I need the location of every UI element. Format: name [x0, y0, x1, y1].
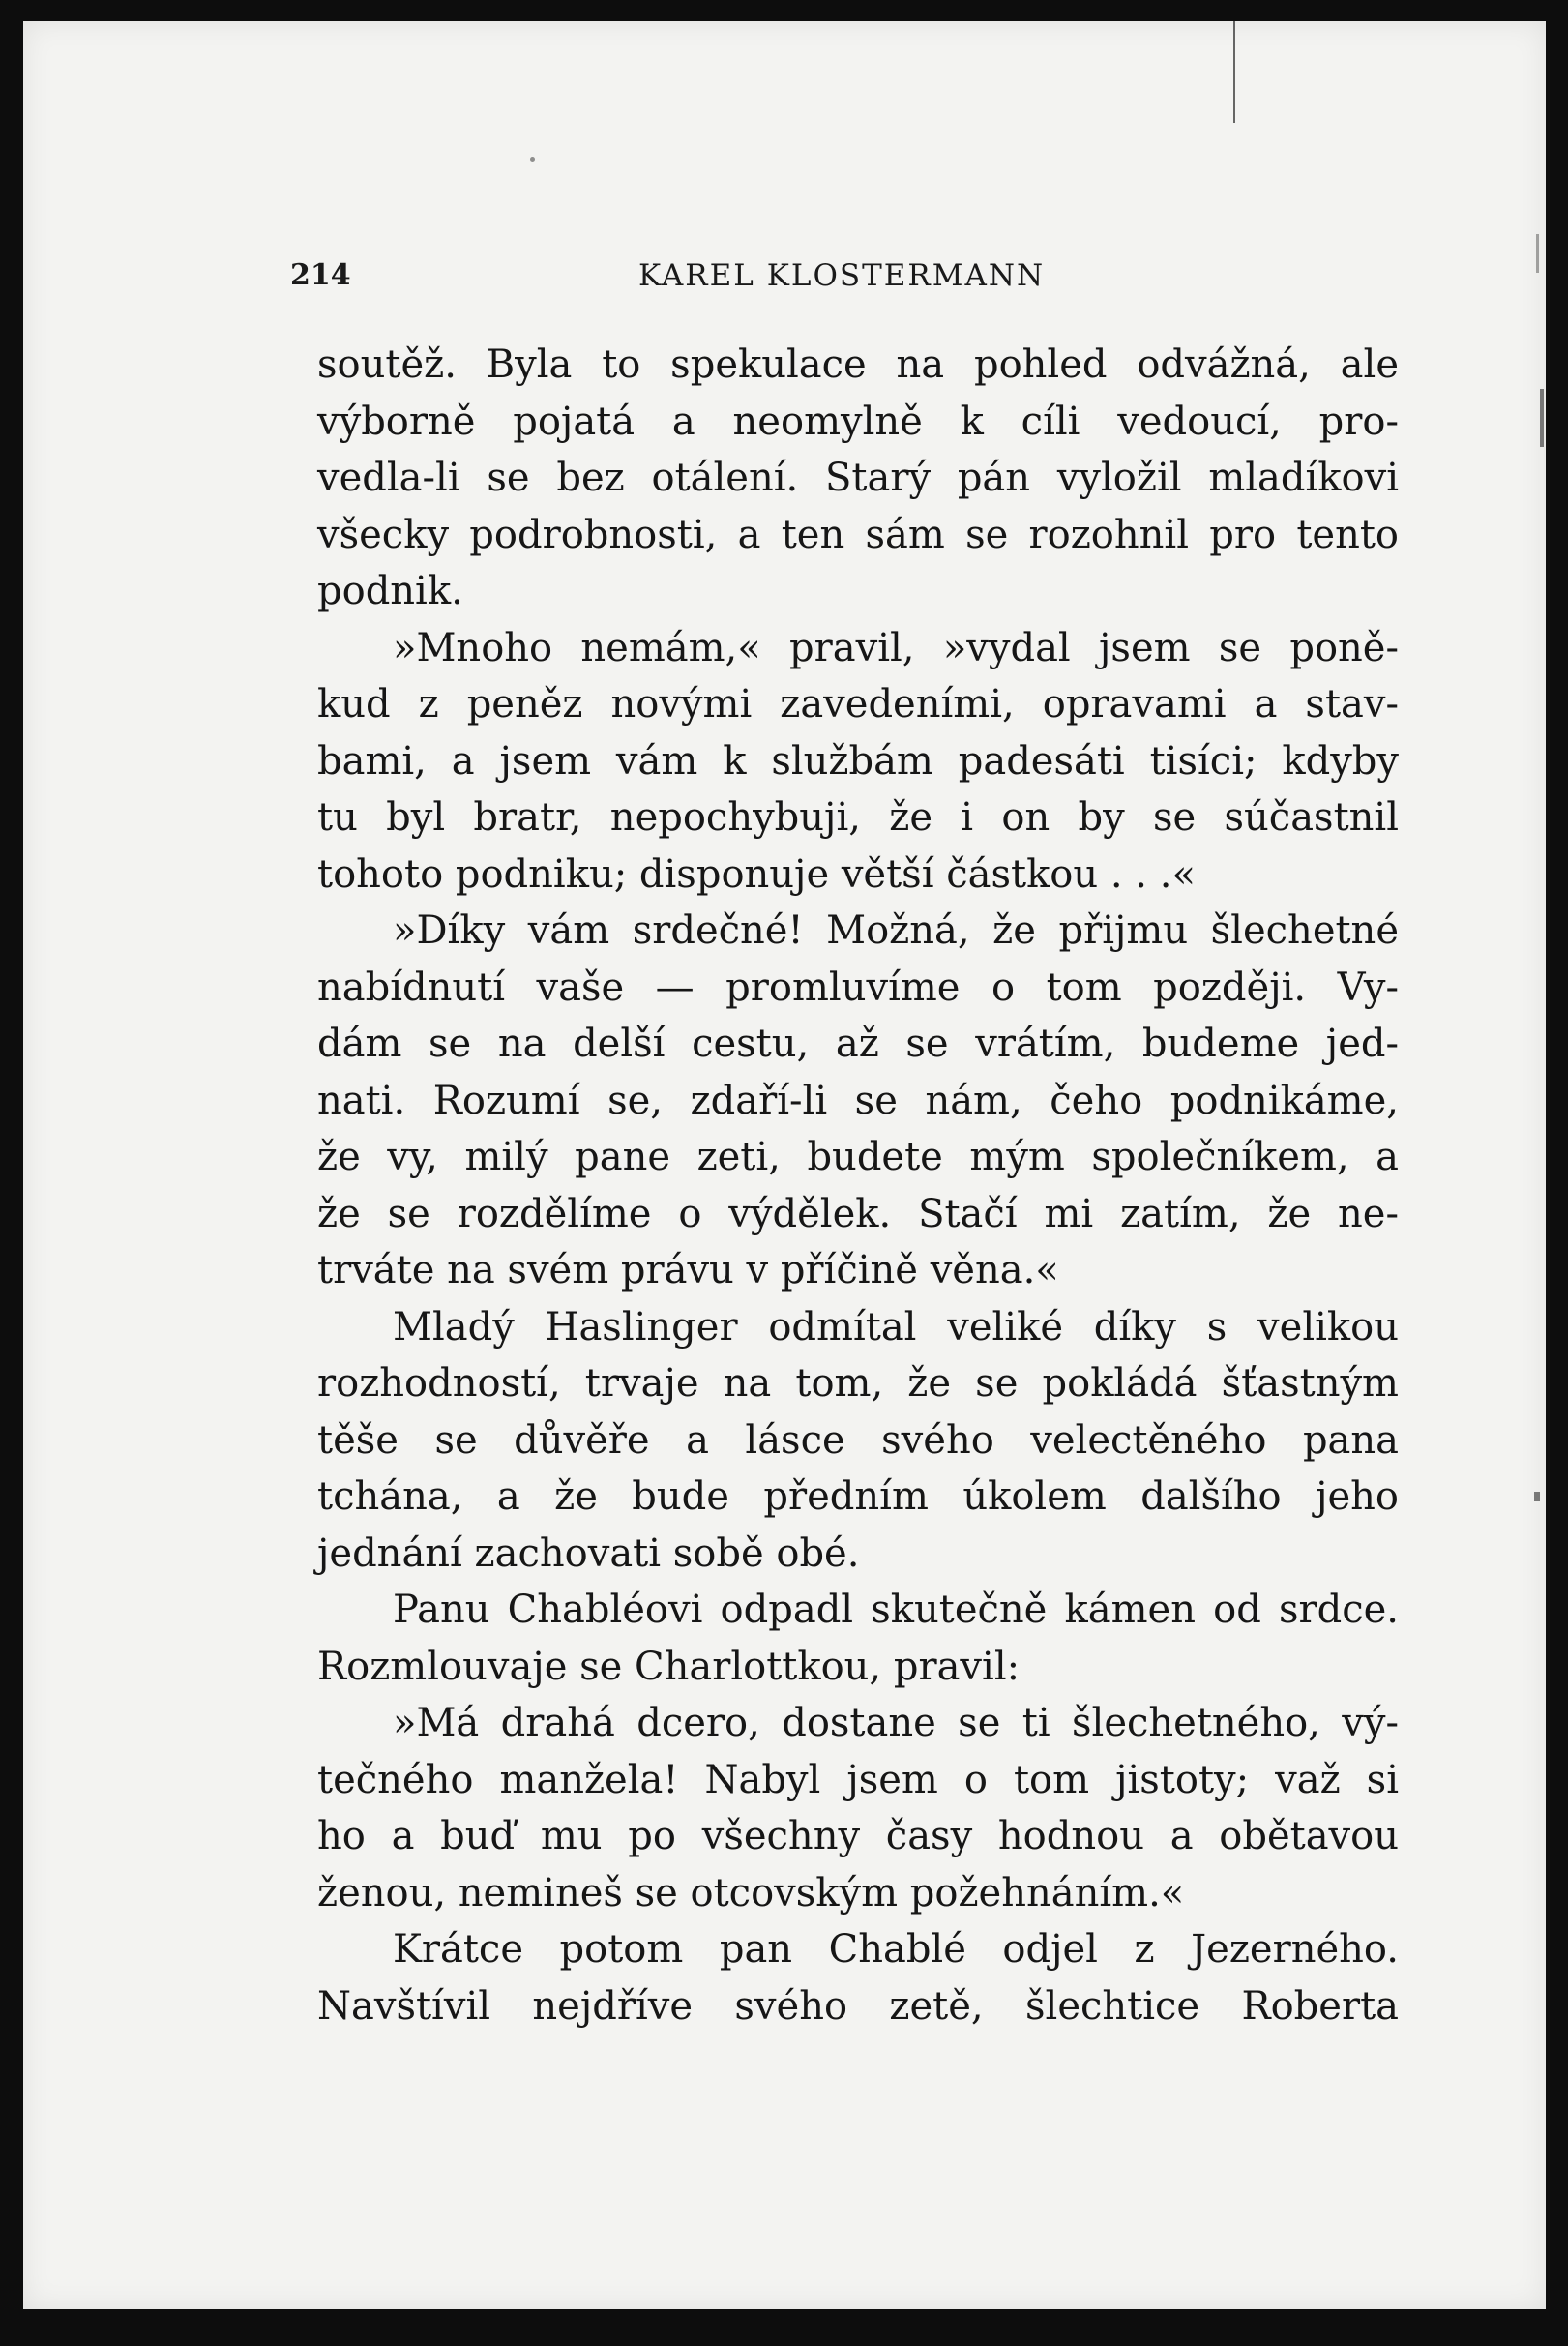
page-number: 214: [290, 258, 351, 292]
scan-artifact-dot: [530, 157, 535, 162]
running-head: KAREL KLOSTERMANN: [638, 258, 1046, 293]
scan-artifact-line: [1536, 234, 1539, 273]
text-line: podnik.: [317, 569, 463, 613]
text-line: »Díky vám srdečné! Možná, že přijmu šlechetné: [393, 908, 1399, 953]
text-line: těše se důvěře a lásce svého velectěného pana: [317, 1417, 1399, 1463]
page-header: [290, 258, 1387, 297]
text-line: tečného manžela! Nabyl jsem o tom jistoty; važ si: [317, 1757, 1399, 1802]
text-line: »Má drahá dcero, dostane se ti šlechetného, vý-: [393, 1701, 1399, 1745]
text-line: tu byl bratr, nepochybuji, že i on by se súčastnil: [317, 795, 1399, 840]
text-line: Rozmlouvaje se Charlottkou, pravil:: [317, 1644, 1021, 1689]
text-line: že se rozdělíme o výdělek. Stačí mi zatím, že ne-: [317, 1191, 1399, 1236]
text-line: jednání zachovati sobě obé.: [317, 1530, 860, 1576]
text-line: tchána, a že bude předním úkolem dalšího jeho: [317, 1474, 1399, 1519]
text-line: vedla-li se bez otálení. Starý pán vyložil mladíkovi: [317, 456, 1399, 500]
text-line: Navštívil nejdříve svého zetě, šlechtice Roberta: [317, 1983, 1399, 2029]
text-line: všecky podrobnosti, a ten sám se rozohnil pro tento: [317, 512, 1399, 557]
text-line: kud z peněz novými zavedeními, opravami a stav-: [317, 682, 1399, 727]
text-line: tohoto podniku; disponuje větší částkou . . .«: [317, 851, 1196, 897]
text-line: trváte na svém právu v příčině věna.«: [317, 1248, 1059, 1292]
text-line: dám se na delší cestu, až se vrátím, budeme jed-: [317, 1022, 1399, 1066]
text-line: výborně pojatá a neomylně k cíli vedoucí, pro-: [317, 399, 1399, 444]
scan-artifact-line: [1233, 21, 1235, 123]
scan-artifact-dot: [1534, 1492, 1540, 1501]
text-line: Panu Chabléovi odpadl skutečně kámen od srdce.: [393, 1588, 1399, 1632]
text-line: nabídnutí vaše — promluvíme o tom později. Vy-: [317, 965, 1399, 1010]
text-line: soutěž. Byla to spekulace na pohled odvážná, ale: [317, 342, 1399, 387]
text-line: »Mnoho nemám,« pravil, »vydal jsem se poně-: [393, 625, 1399, 670]
text-line: ho a buď mu po všechny časy hodnou a obětavou: [317, 1814, 1399, 1858]
text-line: ženou, nemineš se otcovským požehnáním.«: [317, 1870, 1185, 1915]
text-line: bami, a jsem vám k službám padesáti tisíci; kdyby: [317, 738, 1399, 784]
text-line: Mladý Haslinger odmítal veliké díky s velikou: [393, 1304, 1399, 1350]
body-text: [317, 337, 1399, 2034]
text-line: rozhodností, trvaje na tom, že se pokládá šťastným: [317, 1361, 1399, 1406]
text-line: nati. Rozumí se, zdaří-li se nám, čeho podnikáme,: [317, 1078, 1399, 1123]
text-line: že vy, milý pane zeti, budete mým společníkem, a: [317, 1135, 1399, 1179]
scan-artifact-line: [1540, 389, 1544, 447]
text-line: Krátce potom pan Chablé odjel z Jezerného.: [393, 1927, 1399, 1972]
